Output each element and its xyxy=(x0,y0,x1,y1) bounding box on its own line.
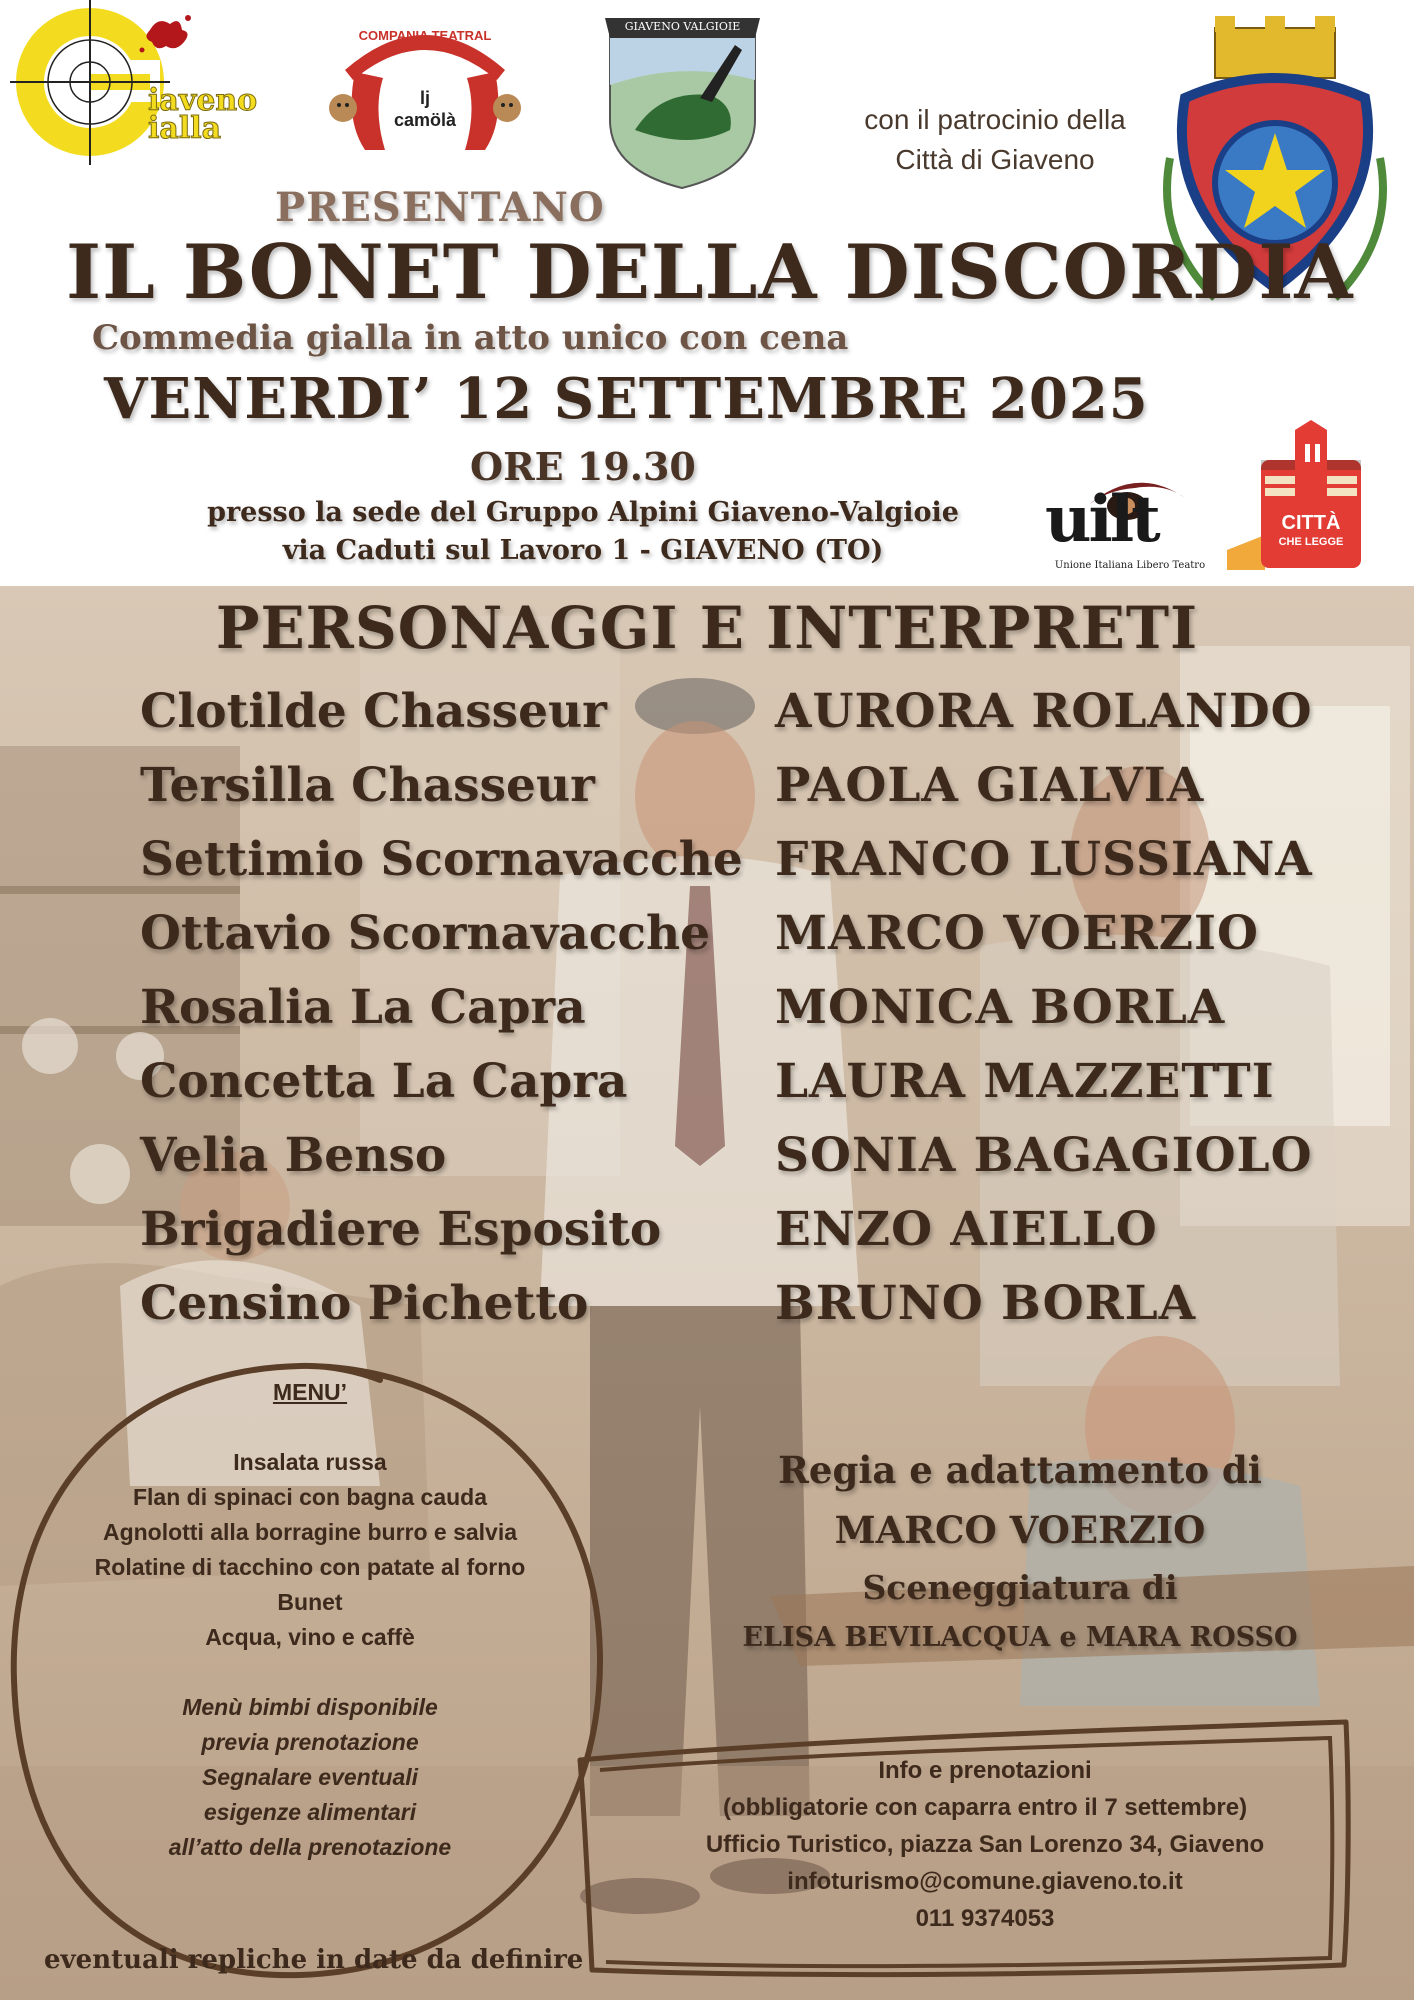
alpini-shield-logo xyxy=(600,10,765,190)
menu-section xyxy=(40,1375,580,1865)
compania-teatral-logo xyxy=(325,10,525,160)
actor-name: ENZO AIELLO xyxy=(775,1202,1158,1257)
actor-name: BRUNO BORLA xyxy=(775,1276,1197,1331)
menu-item: Acqua, vino e caffè xyxy=(205,1624,415,1650)
cast-heading: PERSONAGGI E INTERPRETI xyxy=(215,594,1199,662)
regia-label: Regia e adattamento di xyxy=(778,1448,1262,1492)
credits-section xyxy=(700,1440,1340,1660)
menu-item: Flan di spinaci con bagna cauda xyxy=(132,1484,488,1510)
role-name: Settimio Scornavacche xyxy=(140,832,743,887)
event-date: VENERDI’ 12 SETTEMBRE 2025 xyxy=(104,366,1149,432)
role-name: Concetta La Capra xyxy=(140,1054,628,1109)
info-address: Ufficio Turistico, piazza San Lorenzo 34, Giaveno xyxy=(705,1831,1265,1858)
uilt-caption: Unione Italiana Libero Teatro xyxy=(1054,560,1206,571)
patrocinio-line2: Città di Giaveno xyxy=(895,144,1095,175)
logo-arc-text: COMPANIA TEATRAL xyxy=(358,28,492,43)
logo-text-gialla: ialla xyxy=(148,111,222,146)
actor-name: MONICA BORLA xyxy=(775,980,1226,1035)
role-name: Rosalia La Capra xyxy=(140,980,586,1035)
info-phone[interactable]: 011 9374053 xyxy=(915,1905,1055,1932)
role-name: Brigadiere Esposito xyxy=(140,1202,662,1257)
actor-name: FRANCO LUSSIANA xyxy=(775,832,1313,887)
uilt-mark-text: uilt xyxy=(1045,482,1158,557)
logo-lj-text: lj xyxy=(419,88,430,108)
menu-item: Insalata russa xyxy=(233,1449,387,1475)
role-name: Velia Benso xyxy=(140,1128,447,1183)
sceneggiatura-names: ELISA BEVILACQUA e MARA ROSSO xyxy=(742,1622,1298,1653)
menu-item: Rolatine di tacchino con patate al forno xyxy=(94,1554,526,1580)
event-subtitle: Commedia gialla in atto unico con cena xyxy=(92,318,849,358)
logo-text-giaveno: iaveno xyxy=(148,83,258,118)
citta-che-legge-logo xyxy=(1225,420,1365,570)
cchl-line2: CHE LEGGE xyxy=(1278,536,1344,548)
event-time: ORE 19.30 xyxy=(470,444,696,489)
cast-row xyxy=(0,1276,1414,1350)
actor-name: MARCO VOERZIO xyxy=(775,906,1259,961)
actor-name: AURORA ROLANDO xyxy=(775,684,1313,739)
role-name: Censino Pichetto xyxy=(140,1276,589,1331)
event-title: IL BONET DELLA DISCORDIA xyxy=(66,228,1354,316)
event-venue xyxy=(168,494,998,570)
giaveno-gialla-logo xyxy=(10,0,310,165)
cast-row xyxy=(0,758,1414,832)
presentano-text: PRESENTANO xyxy=(275,184,605,231)
patrocinio-line1: con il patrocinio della xyxy=(864,104,1126,135)
header-section xyxy=(0,0,1414,586)
sceneggiatura-label: Sceneggiatura di xyxy=(862,1568,1178,1607)
alpine-hat-shield-icon xyxy=(600,10,765,190)
cast-row xyxy=(0,980,1414,1054)
cast-row xyxy=(0,1128,1414,1202)
info-email[interactable]: infoturismo@comune.giaveno.to.it xyxy=(787,1868,1183,1895)
cast-row xyxy=(0,1202,1414,1276)
role-name: Tersilla Chasseur xyxy=(140,758,595,813)
info-booking-note: (obbligatorie con caparra entro il 7 settembre) xyxy=(722,1794,1248,1821)
menu-note: esigenze alimentari xyxy=(203,1799,417,1825)
logo-camola-text: camölà xyxy=(393,110,457,130)
actor-name: LAURA MAZZETTI xyxy=(775,1054,1275,1109)
menu-item: Agnolotti alla borragine burro e salvia xyxy=(102,1519,518,1545)
info-section xyxy=(620,1752,1350,1937)
actor-name: PAOLA GIALVIA xyxy=(775,758,1205,813)
cast-row xyxy=(0,906,1414,980)
menu-note: previa prenotazione xyxy=(201,1729,419,1755)
cchl-line1: CITTÀ xyxy=(1281,512,1341,534)
cast-row xyxy=(0,1054,1414,1128)
info-title: Info e prenotazioni xyxy=(878,1757,1092,1784)
regia-name: MARCO VOERZIO xyxy=(834,1508,1206,1552)
uilt-logo xyxy=(1045,468,1215,576)
actor-name: SONIA BAGAGIOLO xyxy=(775,1128,1313,1183)
menu-note: Menù bimbi disponibile xyxy=(182,1694,438,1720)
menu-note: all’atto della prenotazione xyxy=(168,1834,452,1860)
patrocinio-text xyxy=(800,100,1190,180)
alpini-banner-text: GIAVENO VALGIOIE xyxy=(624,20,741,33)
role-name: Clotilde Chasseur xyxy=(140,684,607,739)
role-name: Ottavio Scornavacche xyxy=(140,906,711,961)
menu-title: MENU’ xyxy=(272,1379,348,1405)
menu-item: Bunet xyxy=(277,1589,343,1615)
venue-line2: via Caduti sul Lavoro 1 - GIAVENO (TO) xyxy=(282,535,884,566)
venue-line1: presso la sede del Gruppo Alpini Giaveno-Valgioie xyxy=(207,497,959,528)
cast-row xyxy=(0,832,1414,906)
menu-note: Segnalare eventuali xyxy=(201,1764,419,1790)
repliche-note: eventuali repliche in date da definire xyxy=(44,1945,584,1975)
cast-row xyxy=(0,684,1414,758)
